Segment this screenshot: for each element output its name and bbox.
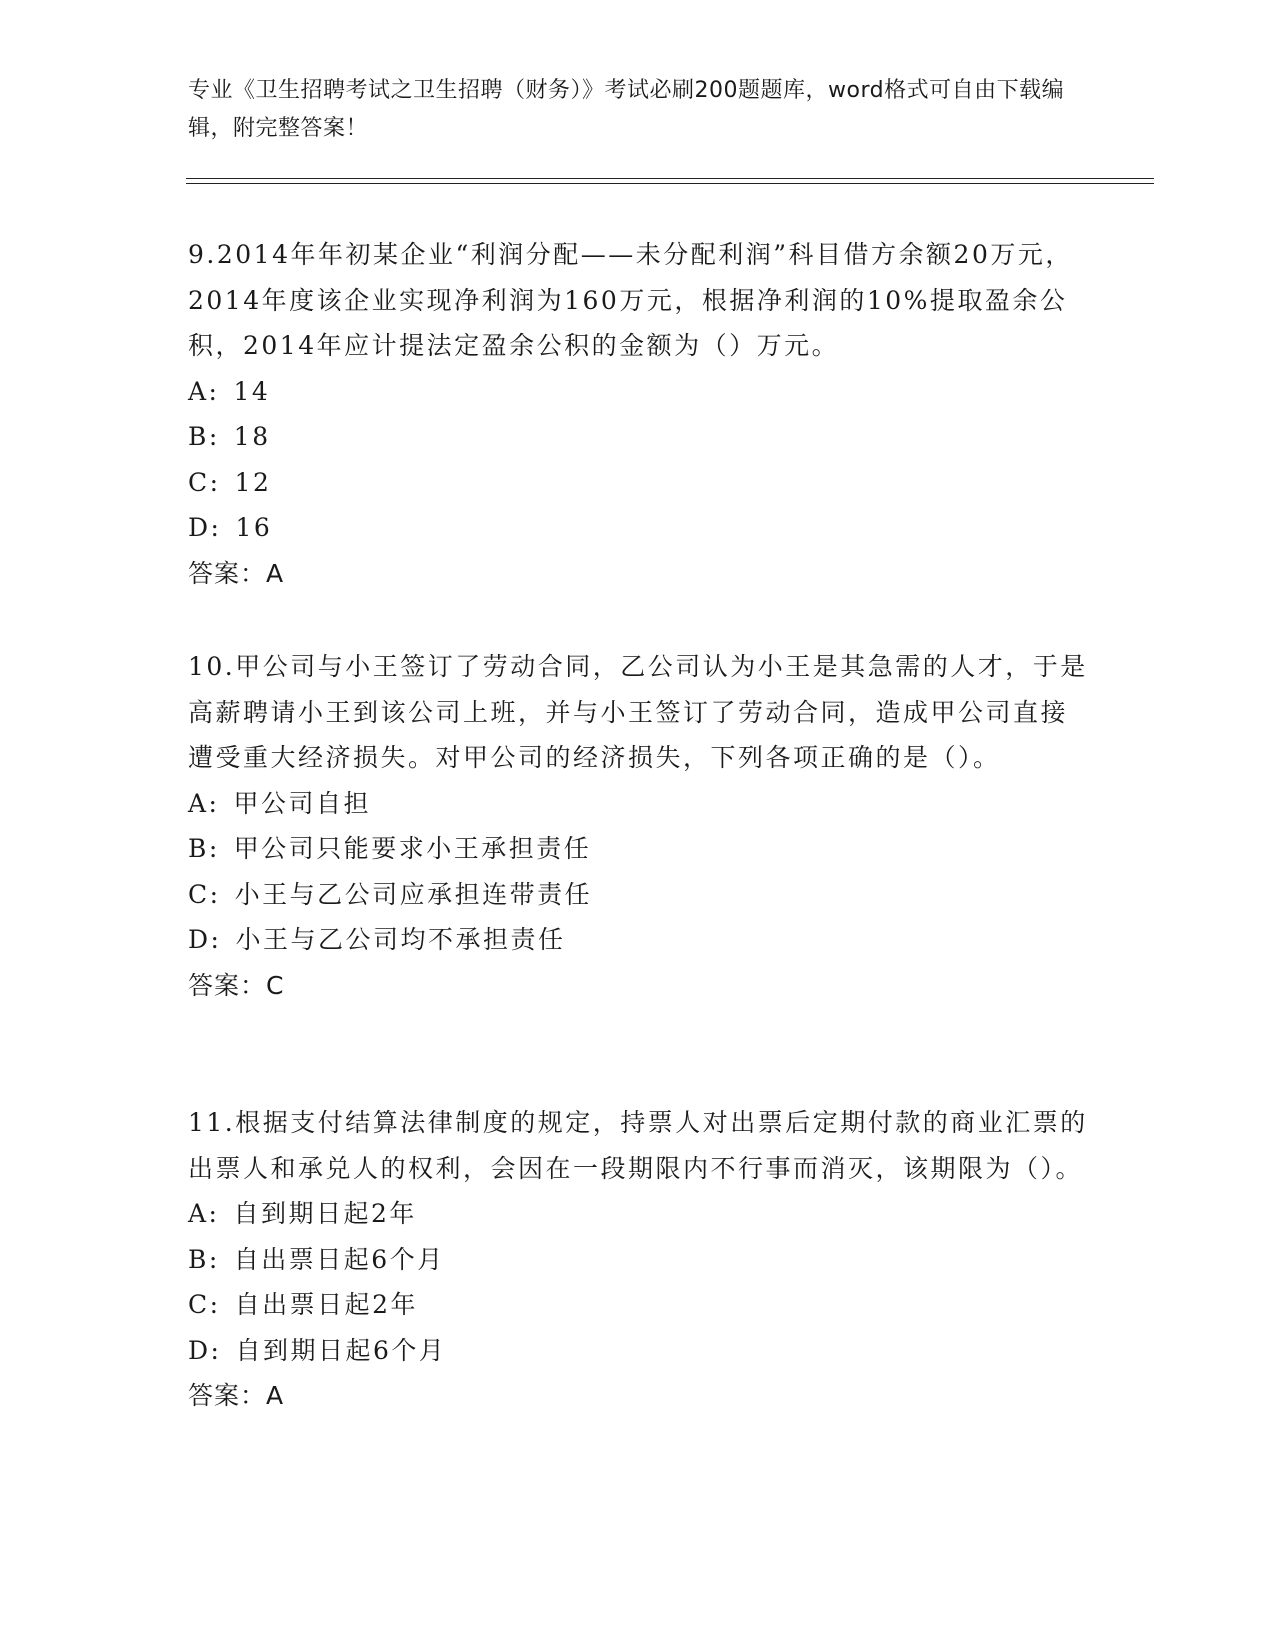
option-letter: C: xyxy=(188,467,221,497)
option-text: 18 xyxy=(233,422,271,451)
option-d xyxy=(188,505,1088,551)
option-letter: B: xyxy=(188,834,220,863)
question-stem: 11.根据支付结算法律制度的规定，持票人对出票后定期付款的商业汇票的出票人和承兑人的权利，会因在一段期限内不行事而消灭，该期限为（）。 xyxy=(188,1108,1088,1183)
option-letter: D: xyxy=(188,513,222,542)
question-9 xyxy=(188,232,1088,596)
option-d xyxy=(188,1328,1088,1374)
option-letter: D: xyxy=(188,1335,222,1365)
option-a xyxy=(188,1191,1088,1237)
option-text: 自出票日起2年 xyxy=(234,1290,418,1319)
answer-line: 答案：A xyxy=(188,558,285,588)
option-letter: A: xyxy=(188,1199,220,1228)
option-text: 自出票日起6个月 xyxy=(233,1244,445,1274)
option-c xyxy=(188,872,1088,918)
option-b xyxy=(188,826,1088,872)
option-text: 甲公司只能要求小王承担责任 xyxy=(233,834,592,863)
option-b xyxy=(188,1237,1088,1283)
option-text: 16 xyxy=(235,513,273,542)
question-stem: 9.2014年年初某企业“利润分配——未分配利润”科目借方余额20万元，2014年度该企业实现净利润为160万元，根据净利润的10%提取盈余公积，2014年应计提法定盈余公积的金额为（）万元。 xyxy=(188,240,1073,360)
option-d xyxy=(188,917,1088,963)
answer-line: 答案：C xyxy=(188,970,285,1000)
option-text: 14 xyxy=(233,376,271,406)
option-letter: B: xyxy=(188,1244,220,1274)
option-a xyxy=(188,369,1088,415)
option-c xyxy=(188,460,1088,506)
option-letter: C: xyxy=(188,1290,221,1319)
answer-line: 答案：A xyxy=(188,1381,285,1410)
option-c xyxy=(188,1282,1088,1328)
option-text: 自到期日起6个月 xyxy=(235,1335,447,1365)
header-divider-bottom xyxy=(186,183,1154,184)
option-letter: B: xyxy=(188,422,220,451)
option-letter: D: xyxy=(188,925,222,954)
question-stem: 10.甲公司与小王签订了劳动合同，乙公司认为小王是其急需的人才，于是高薪聘请小王到该公司上班，并与小王签订了劳动合同，造成甲公司直接遭受重大经济损失。对甲公司的经济损失，下列各项正确的是（）。 xyxy=(188,652,1088,772)
document-header: 专业《卫生招聘考试之卫生招聘（财务）》考试必刷200题题库，word格式可自由下载编辑，附完整答案！ xyxy=(188,78,1065,141)
option-text: 12 xyxy=(234,467,272,497)
option-text: 自到期日起2年 xyxy=(233,1199,417,1228)
question-10 xyxy=(188,644,1088,1008)
option-text: 甲公司自担 xyxy=(233,788,371,818)
option-text: 小王与乙公司应承担连带责任 xyxy=(234,879,593,909)
option-text: 小王与乙公司均不承担责任 xyxy=(235,925,566,954)
option-b xyxy=(188,414,1088,460)
option-letter: C: xyxy=(188,879,221,909)
option-letter: A: xyxy=(188,788,220,818)
question-11 xyxy=(188,1100,1088,1419)
header-divider-top xyxy=(186,178,1154,179)
option-a xyxy=(188,781,1088,827)
option-letter: A: xyxy=(188,376,220,406)
